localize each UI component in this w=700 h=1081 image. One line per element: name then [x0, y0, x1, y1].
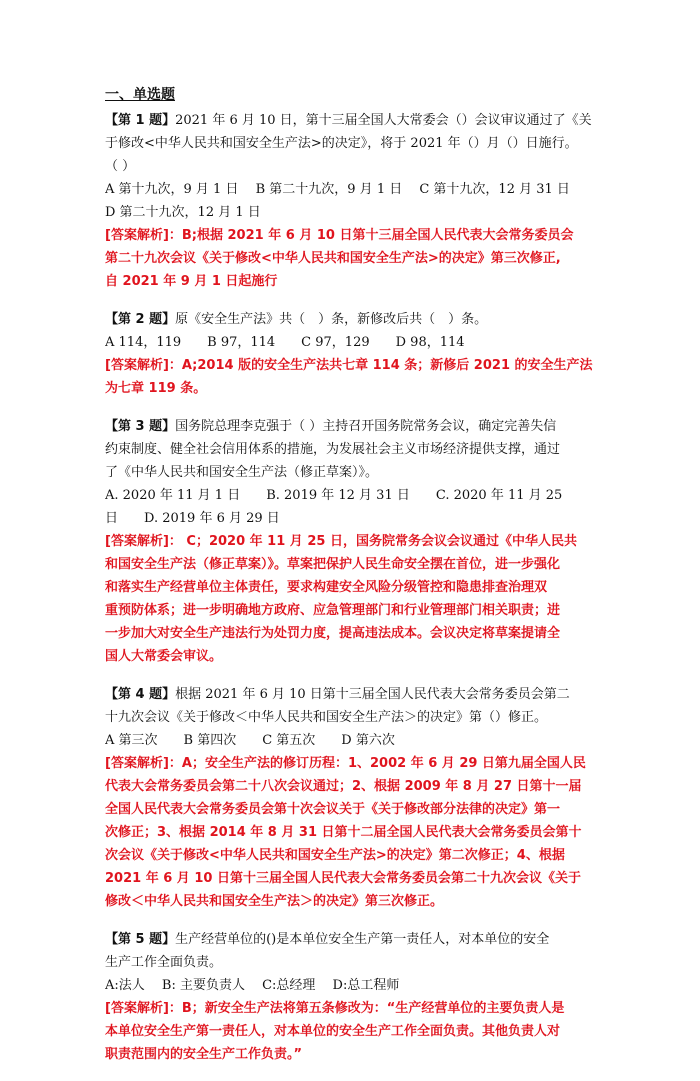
answer-explanation: 重预防体系；进一步明确地方政府、应急管理部门和行业管理部门相关职责；进 — [105, 603, 561, 618]
question-stem-line — [105, 706, 600, 729]
question-stem-text: 国务院总理李克强于（ ）主持召开国务院常务会议，确定完善失信 — [175, 419, 557, 434]
answer-explanation: 本单位安全生产第一责任人，对本单位的安全生产工作全面负责。其他负责人对 — [105, 1024, 561, 1039]
question-stem-text: 十九次会议《关于修改＜中华人民共和国安全生产法＞的决定》第（）修正。 — [105, 710, 548, 725]
answer-explanation: 自 2021 年 9 月 1 日起施行 — [105, 274, 278, 289]
answer-explanation: [答案解析]：B；新安全生产法将第五条修改为：“生产经营单位的主要负责人是 — [105, 1001, 565, 1016]
question-stem-text: 了《中华人民共和国安全生产法（修正草案）》。 — [105, 465, 379, 480]
question-stem-text: 原《安全生产法》共（ ）条，新修改后共（ ）条。 — [175, 312, 488, 327]
answer-explanation: 次修正；3、根据 2014 年 8 月 31 日第十二届全国人民代表大会常务委员会第十 — [105, 825, 582, 840]
question-stem-line — [105, 951, 600, 974]
answer-explanation: 国人大常委会审议。 — [105, 649, 223, 664]
question-stem-text: 生产工作全面负责。 — [105, 955, 223, 970]
question-options: 日 D. 2019 年 6 月 29 日 — [105, 511, 280, 526]
answer-explanation: [答案解析]：B;根据 2021 年 6 月 10 日第十三届全国人民代表大会常务委员会 — [105, 228, 574, 243]
answer-explanation: 一步加大对安全生产违法行为处罚力度，提高违法成本。会议决定将草案提请全 — [105, 626, 561, 641]
question-stem-text: 根据 2021 年 6 月 10 日第十三届全国人民代表大会常务委员会第二 — [175, 687, 570, 702]
question-label: 【第 3 题】 — [105, 419, 176, 434]
answer-explanation: 职责范围内的安全生产工作负责。” — [105, 1047, 303, 1062]
question-4 — [105, 683, 600, 913]
answer-explanation: 修改＜中华人民共和国安全生产法＞的决定》第三次修正。 — [105, 894, 444, 909]
question-stem-text: 2021 年 6 月 10 日，第十三届全国人大常委会（）会议审议通过了《关 — [175, 113, 592, 128]
question-label: 【第 4 题】 — [105, 687, 176, 702]
question-3 — [105, 415, 600, 668]
question-stem-line — [105, 928, 600, 951]
question-options: A:法人 B: 主要负责人 C:总经理 D:总工程师 — [105, 978, 400, 993]
answer-explanation: 第二十九次会议《关于修改<中华人民共和国安全生产法>的决定》第三次修正, — [105, 251, 561, 266]
answer-explanation: 和国安全生产法（修正草案）》。草案把保护人民生命安全摆在首位，进一步强化 — [105, 557, 561, 572]
question-stem-line — [105, 415, 600, 438]
question-stem-line — [105, 438, 600, 461]
question-stem-line — [105, 109, 600, 132]
question-stem-text: 于修改<中华人民共和国安全生产法>的决定》，将于 2021 年（）月（）日施行。 — [105, 136, 578, 151]
answer-explanation: 代表大会常务委员会第二十八次会议通过；2、根据 2009 年 8 月 27 日第十一届 — [105, 779, 582, 794]
question-stem-line — [105, 461, 600, 484]
question-options: D 第二十九次，12 月 1 日 — [105, 205, 261, 220]
question-stem-line — [105, 683, 600, 706]
question-stem-text: （ ） — [105, 159, 136, 174]
document-content — [105, 84, 600, 1081]
answer-explanation: 2021 年 6 月 10 日第十三届全国人民代表大会常务委员会第二十九次会议《关于 — [105, 871, 581, 886]
answer-explanation: 全国人民代表大会常务委员会第十次会议关于《关于修改部分法律的决定》第一 — [105, 802, 561, 817]
question-label: 【第 2 题】 — [105, 312, 176, 327]
question-stem-line — [105, 132, 600, 155]
question-list — [105, 109, 600, 1066]
answer-explanation: [答案解析]：A；安全生产法的修订历程：1、2002 年 6 月 29 日第九届全国人民 — [105, 756, 586, 771]
question-5 — [105, 928, 600, 1066]
question-1 — [105, 109, 600, 293]
section-title: 一、单选题 — [105, 87, 175, 103]
question-stem-text: 生产经营单位的()是本单位安全生产第一责任人，对本单位的安全 — [175, 932, 550, 947]
question-stem-text: 约束制度、健全社会信用体系的措施，为发展社会主义市场经济提供支撑，通过 — [105, 442, 561, 457]
answer-explanation: [答案解析]： C；2020 年 11 月 25 日，国务院常务会议会议通过《中华人民共 — [105, 534, 577, 549]
question-options: A 第三次 B 第四次 C 第五次 D 第六次 — [105, 733, 395, 748]
question-stem-line — [105, 155, 600, 178]
question-stem-line — [105, 308, 600, 331]
question-2 — [105, 308, 600, 400]
question-label: 【第 5 题】 — [105, 932, 176, 947]
question-options: A 114，119 B 97，114 C 97，129 D 98，114 — [105, 335, 465, 350]
answer-explanation: 次会议《关于修改<中华人民共和国安全生产法>的决定》第二次修正；4、根据 — [105, 848, 565, 863]
question-options: A. 2020 年 11 月 1 日 B. 2019 年 12 月 31 日 C. 2020 年 11 月 25 — [105, 488, 563, 503]
answer-explanation: [答案解析]：A;2014 版的安全生产法共七章 114 条；新修后 2021 的安全生产法 — [105, 358, 593, 373]
question-options: A 第十九次，9 月 1 日 B 第二十九次，9 月 1 日 C 第十九次，12 月 31 日 — [105, 182, 570, 197]
answer-explanation: 和落实生产经营单位主体责任，要求构建安全风险分级管控和隐患排查治理双 — [105, 580, 548, 595]
question-label: 【第 1 题】 — [105, 113, 176, 128]
answer-explanation: 为七章 119 条。 — [105, 381, 207, 396]
